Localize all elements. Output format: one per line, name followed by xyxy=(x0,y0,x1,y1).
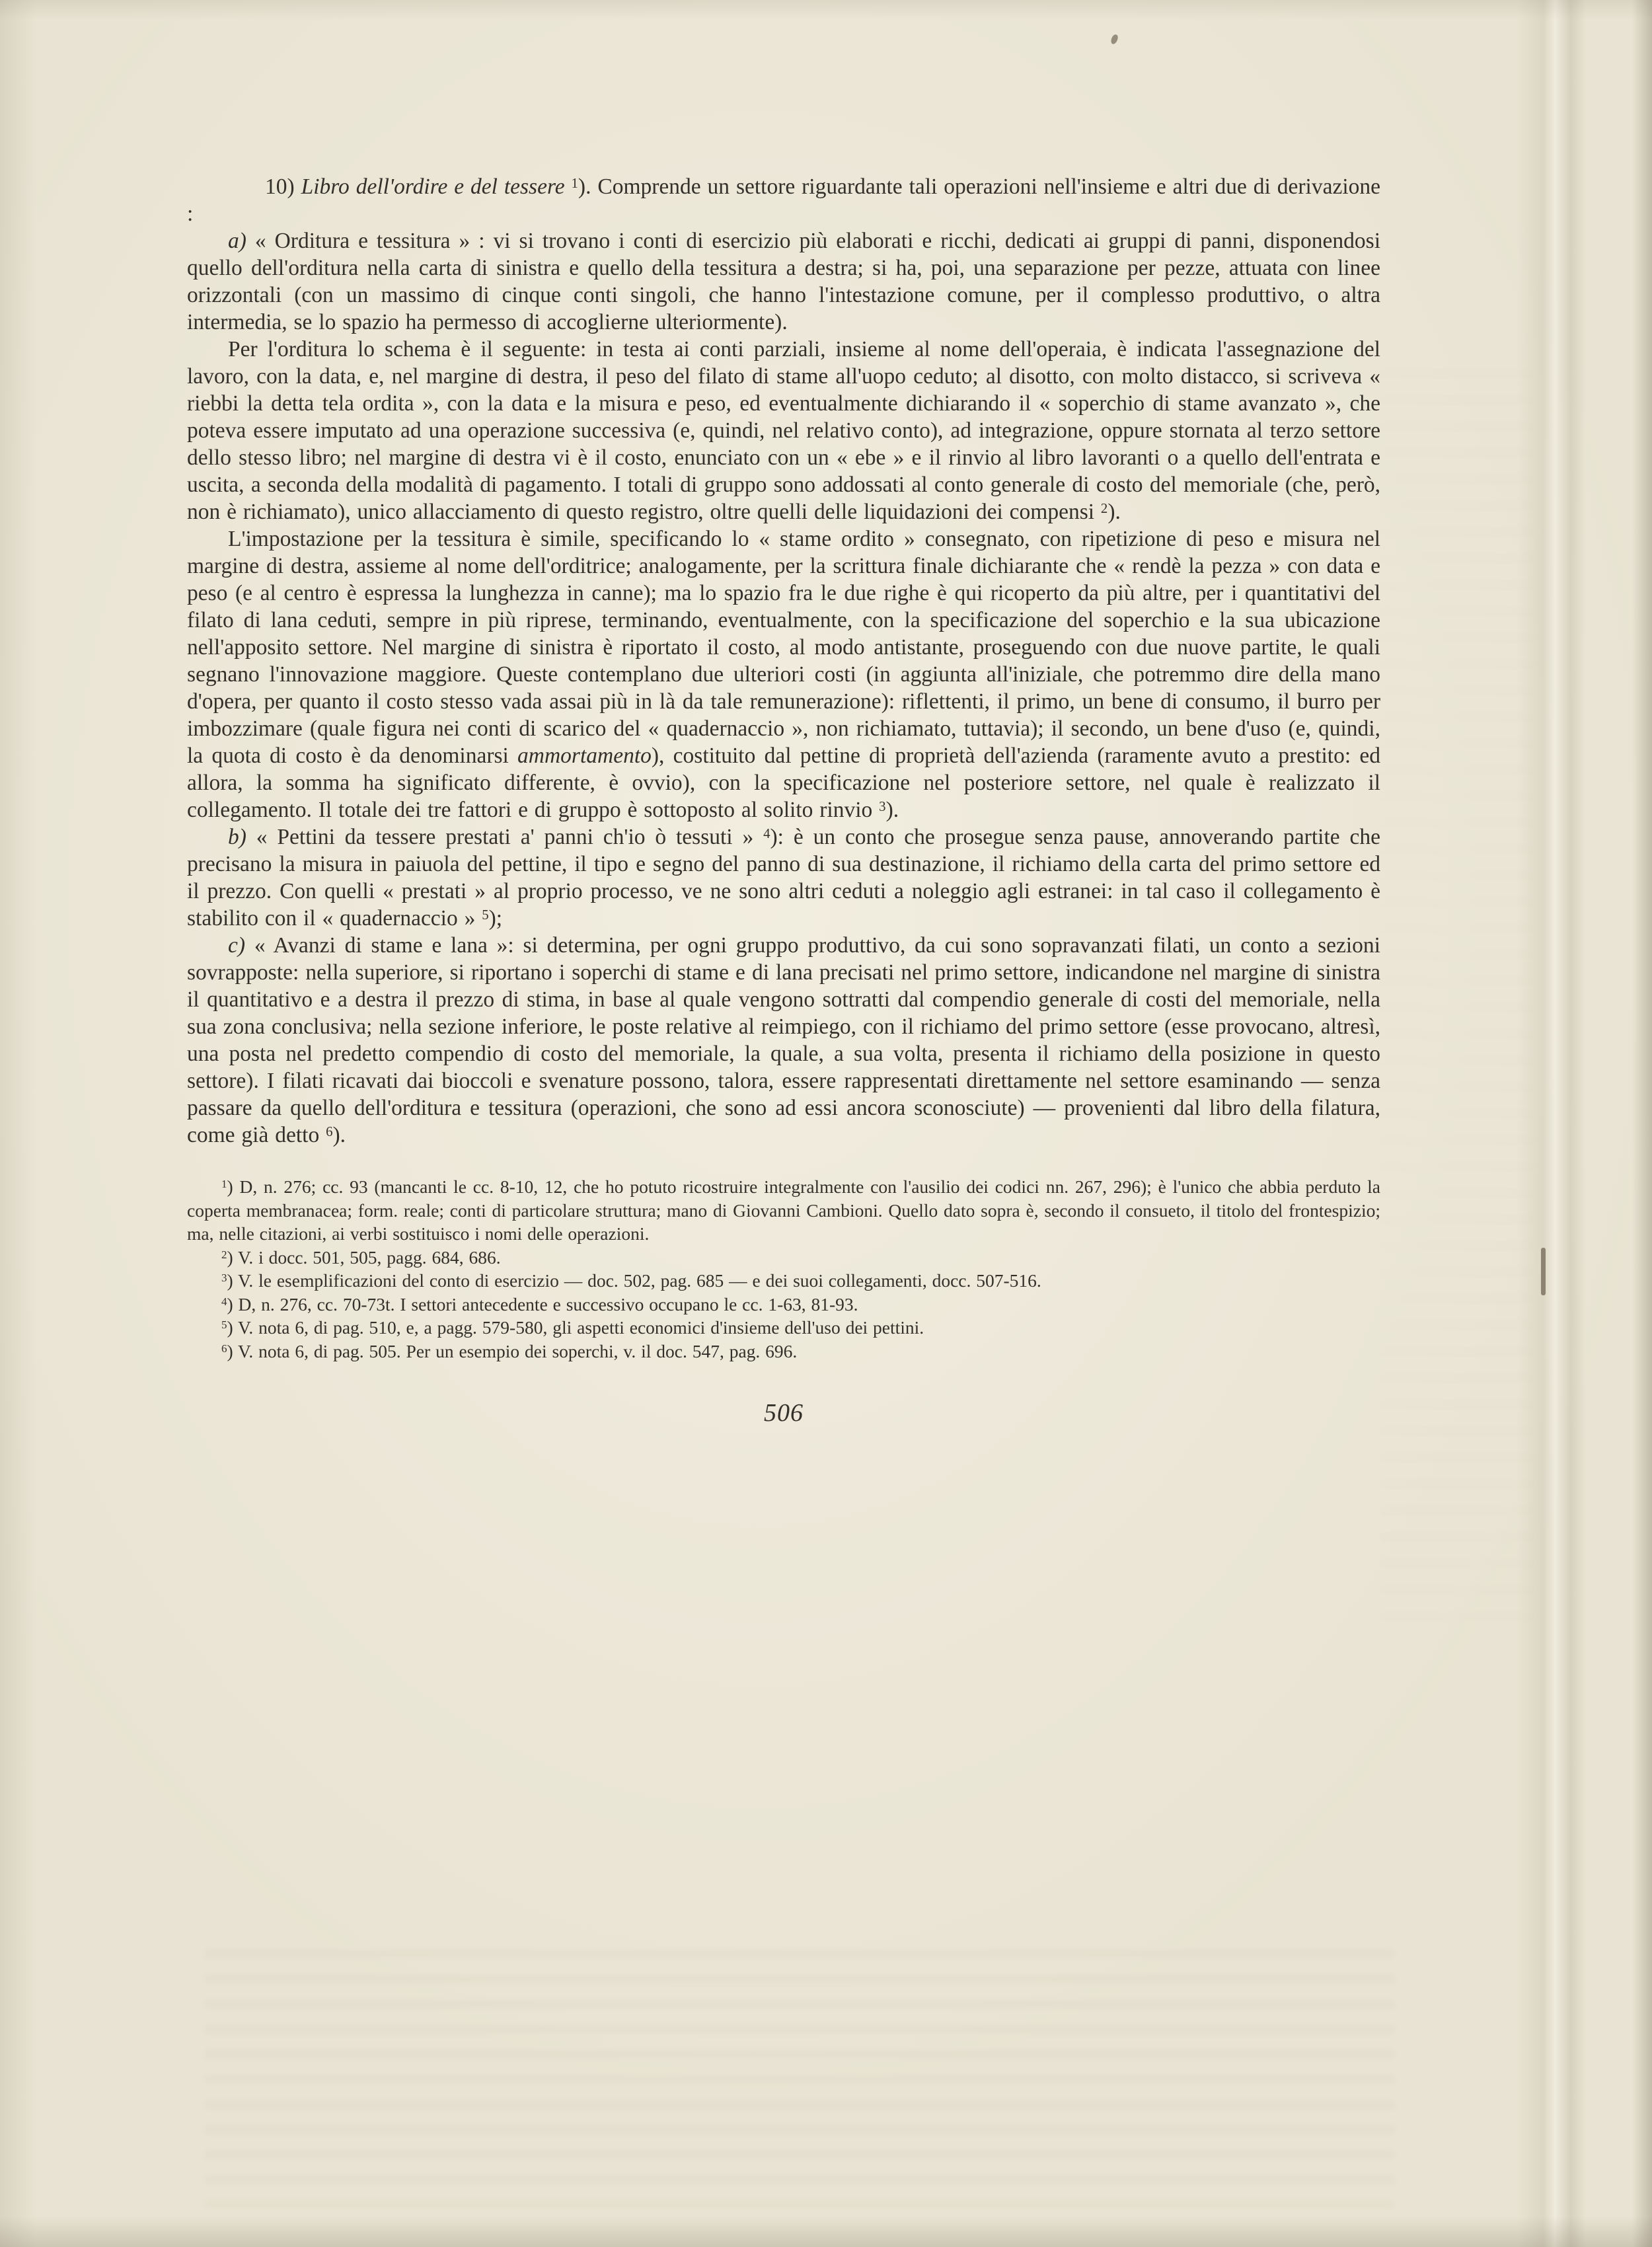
page-edge-top xyxy=(0,0,1652,20)
page-fold-shadow xyxy=(1517,0,1586,2247)
footnote-marker: 5 xyxy=(221,1318,227,1332)
footnote-marker: 1 xyxy=(221,1178,227,1191)
text-column xyxy=(187,173,1380,1428)
paragraph-2: Per l'orditura lo schema è il seguente: in testa ai conti parziali, insieme al nome dell'operaia, è indicata l'assegnazione del lavoro, con la data, e, nel margine di destra, il peso del filato di stame all'uopo ceduto; al disotto, con molto distacco, si scriveva « riebbi la detta tela ordita », con la data e la misura e peso, ed eventualmente dichiarando il « soperchio di stame avanzato », che poteva essere imputato ad una operazione successiva (e, quindi, nel relativo conto), ad integrazione, oppure stornata al terzo settore dello stesso libro; nel margine di destra vi è il costo, enunciato con un « ebe » e il rinvio al libro lavoranti o a quello dell'entrata e uscita, a seconda della modalità di pagamento. I totali di gruppo sono addossati al conto generale di costo del memoriale (che, però, non è richiamato), unico allacciamento di questo registro, oltre quelli delle liquidazioni dei compensi $^2$). xyxy=(187,337,1380,524)
main-text xyxy=(187,173,1380,1149)
footnote-marker: 4 xyxy=(221,1295,227,1308)
footnote-marker: 6 xyxy=(221,1342,227,1355)
page-number: 506 xyxy=(764,1399,804,1427)
paragraph-1: a) « Orditura e tessitura » : vi si trovano i conti di esercizio più elaborati e ricchi, dedicati ai gruppi di panni, disponendosi quello dell'orditura nella carta di sinistra e quello della tessitura a destra; si ha, poi, una separazione per pezze, attuata con linee orizzontali (con un massimo di cinque conti singoli, che hanno l'intestazione comune, per il complesso produttivo, o altra intermedia, se lo spazio ha permesso di accoglierne ulteriormente). xyxy=(187,229,1381,334)
paragraph-3: L'impostazione per la tessitura è simile, specificando lo « stame ordito » consegnato, con ripetizione di peso e misura nel margine di destra, assieme al nome dell'orditrice; analogamente, per la scrittura finale dichiarante che « rendè la pezza » con data e peso (e al centro è espressa la lunghezza in canne); ma lo spazio fra le due righe è qui ricoperto da più altre, per i quantitativi del filato di lana ceduti, sempre in più riprese, terminando, eventualmente, con la specificazione del soperchio e la sua ubicazione nell'apposito settore. Nel margine di sinistra è riportato il costo, al modo antistante, proseguendo con due nuove partite, le quali segnano l'innovazione maggiore. Queste contemplano due ulteriori costi (in aggiunta all'iniziale, che potremmo dire della mano d'opera, per quanto il costo stesso vada assai più in là da tale remunerazione): riflettenti, il primo, un bene di consumo, il burro per imbozzimare (quale figura nei conti di scarico del « quadernaccio », non richiamato, tuttavia); il secondo, un bene d'uso (e, quindi, la quota di costo è da denominarsi ammortamento), costituito dal pettine di proprietà dell'azienda (raramente avuto a prestito: ed allora, la somma ha significato differente, è ovvio), con la specificazione nel posteriore settore, nel quale è realizzato il collegamento. Il totale dei tre fattori e di gruppo è sottoposto al solito rinvio $^3$). xyxy=(187,527,1380,822)
footnote-4: $^4$) D, n. 276, cc. 70-73t. I settori antecedente e successivo occupano le cc. 1-63, 81-93. xyxy=(221,1293,858,1314)
footnote-6: $^6$) V. nota 6, di pag. 505. Per un esempio dei soperchi, v. il doc. 547, pag. 696. xyxy=(221,1340,798,1361)
page-edge-bottom xyxy=(0,2217,1652,2247)
paper-speck xyxy=(1110,34,1119,45)
footnote-3: $^3$) V. le esemplificazioni del conto di esercizio — doc. 502, pag. 685 — e dei suoi collegamenti, docc. 507-516. xyxy=(221,1270,1041,1291)
page-edge-right xyxy=(1632,0,1652,2247)
footnote-5: $^5$) V. nota 6, di pag. 510, e, a pagg. 579-580, gli aspetti economici d'insieme dell'uso dei pettini. xyxy=(221,1317,924,1338)
bleedthrough-texture xyxy=(205,1950,1394,2207)
paragraph-5: c) « Avanzi di stame e lana »: si determina, per ogni gruppo produttivo, da cui sono sopravanzati filati, un conto a sezioni sovrapposte: nella superiore, si riportano i soperchi di stame e di lana precisati nel primo settore, indicandone nel margine di sinistra il quantitativo e a destra il prezzo di stima, in base al quale vengono sottratti dal compendio generale di costi del memoriale, nella sua zona conclusiva; nella sezione inferiore, le poste relative al reimpiego, con il richiamo del primo settore (esse provocano, altresì, una posta nel predetto compendio di costo del memoriale, la quale, a sua volta, presenta il richiamo della posizione in questo settore). I filati ricavati dai bioccoli e svenature possono, talora, essere rappresentati direttamente nel settore esaminando — senza passare da quello dell'orditura e tessitura (operazioni, che sono ad essi ancora sconosciute) — provenienti dal libro della filatura, come già detto $^6$). xyxy=(187,933,1380,1147)
footnote-marker: 2 xyxy=(221,1248,227,1261)
footnote-1: $^1$) D, n. 276; cc. 93 (mancanti le cc. 8-10, 12, che ho potuto ricostruire integralmente con l'ausilio dei codici nn. 267, 296); è l'unico che abbia perduto la coperta membranacea; form. reale; conti di particolare struttura; mano di Giovanni Cambioni. Quello dato sopra è, secondo il consueto, il titolo del frontespizio; ma, nelle citazioni, ai verbi sostituisco i nomi delle operazioni. xyxy=(187,1176,1380,1244)
footnote-2: $^2$) V. i docc. 501, 505, pagg. 684, 686. xyxy=(221,1246,501,1268)
bleedthrough-texture-right xyxy=(1381,370,1533,1626)
footnotes xyxy=(187,1175,1380,1363)
paragraph-0: 10) Libro dell'ordire e del tessere $^1$). Comprende un settore riguardante tali operazioni nell'insieme e altri due di derivazione : xyxy=(187,174,1380,226)
page-edge-mark xyxy=(1541,1248,1546,1295)
footnote-marker: 3 xyxy=(221,1272,227,1285)
paragraph-4: b) « Pettini da tessere prestati a' panni ch'io ò tessuti » $^4$): è un conto che prosegue senza pause, annoverando partite che precisano la misura in paiuola del pettine, il tipo e segno del panno di sua destinazione, il richiamo della carta del primo settore ed il prezzo. Con quelli « prestati » al proprio processo, ve ne sono altri ceduti a noleggio agli estranei: in tal caso il collegamento è stabilito con il « quadernaccio » $^5$); xyxy=(187,825,1380,931)
